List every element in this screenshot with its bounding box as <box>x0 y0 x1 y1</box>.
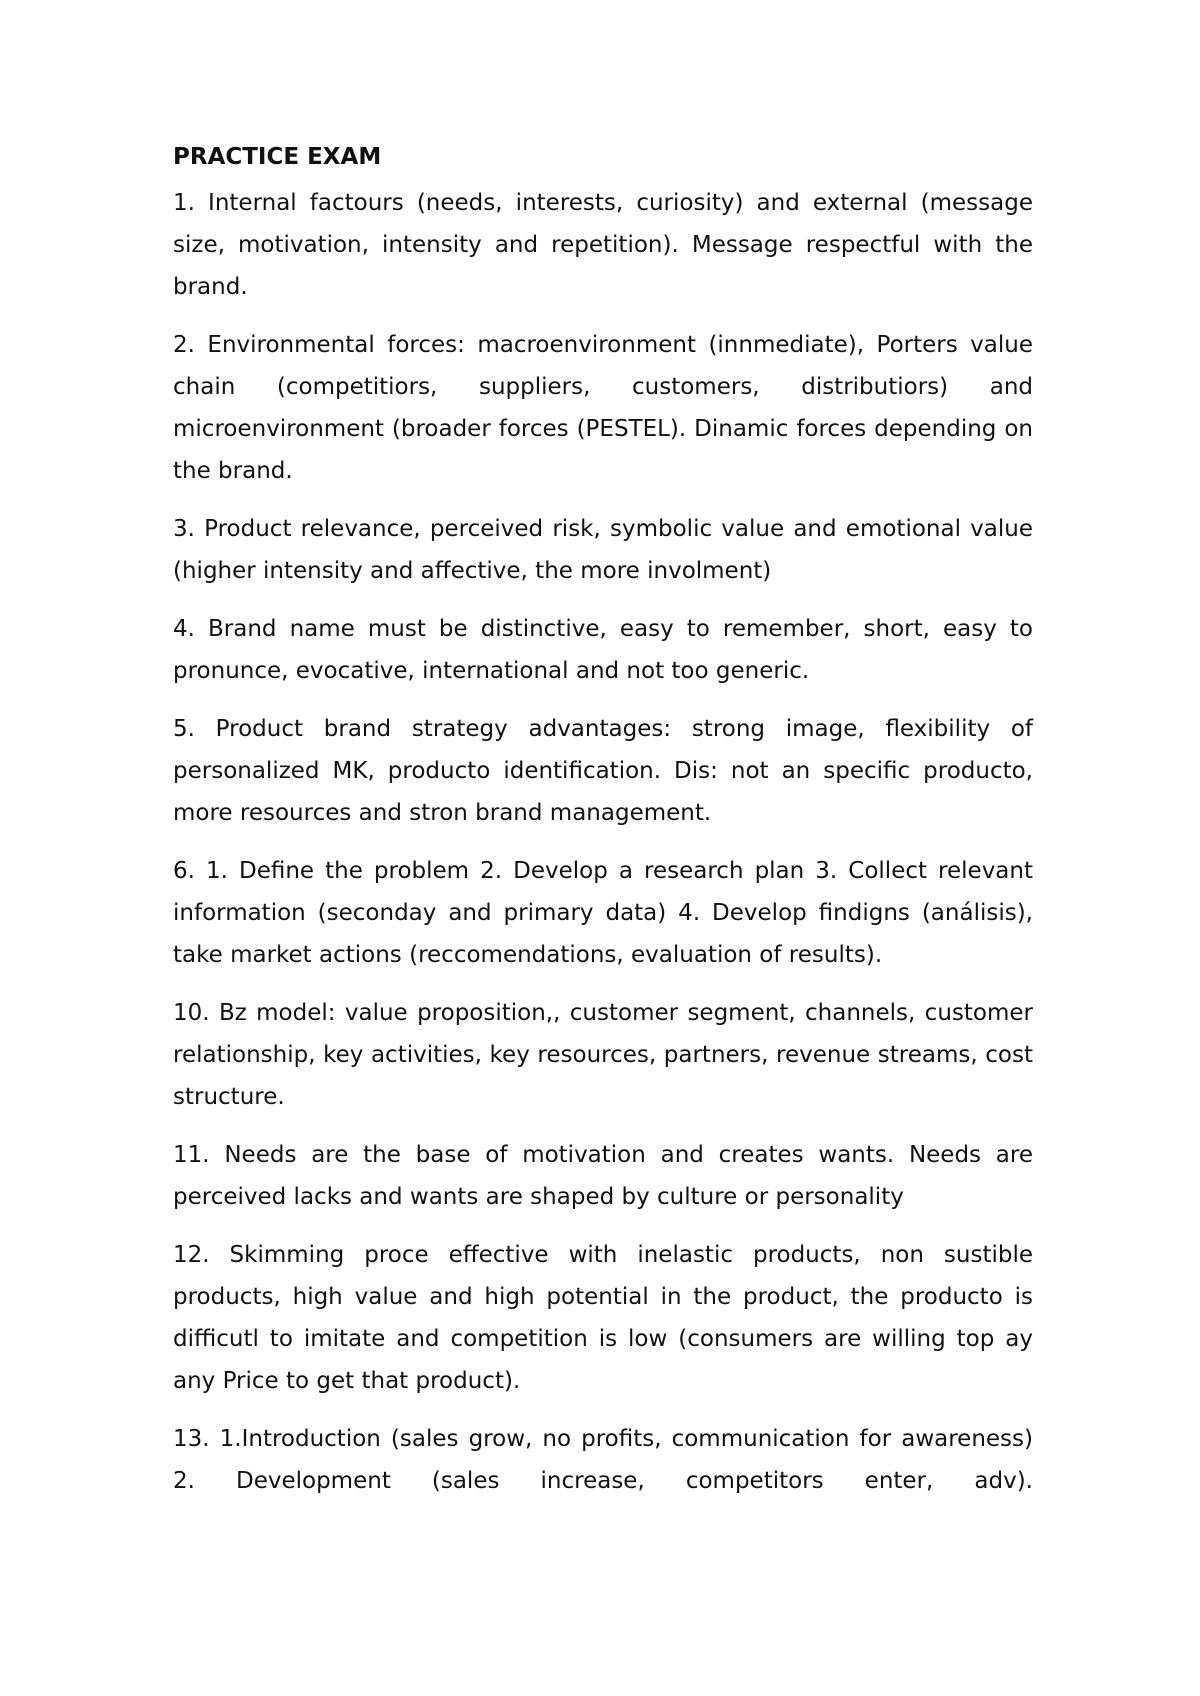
paragraph-4: 4. Brand name must be distinctive, easy to remember, short, easy to pronunce, evocative, international and not too generic. <box>173 616 1033 684</box>
paragraph-10: 10. Bz model: value proposition,, customer segment, channels, customer relationship, key activities, key resources, partners, revenue streams, cost structure. <box>173 1000 1033 1110</box>
paragraph-3: 3. Product relevance, perceived risk, symbolic value and emotional value (higher intensity and affective, the more involment) <box>173 516 1033 584</box>
paragraph-11: 11. Needs are the base of motivation and creates wants. Needs are perceived lacks and wants are shaped by culture or personality <box>173 1142 1033 1210</box>
paragraph-2: 2. Environmental forces: macroenvironment (innmediate), Porters value chain (competitiors, suppliers, customers, distributiors) and microenvironment (broader forces (PESTEL). Dinamic forces depending on the brand. <box>173 332 1033 484</box>
paragraph-6: 6. 1. Define the problem 2. Develop a research plan 3. Collect relevant information (seconday and primary data) 4. Develop findigns (análisis), take market actions (reccomendations, evaluation of results). <box>173 858 1033 968</box>
paragraph-1: 1. Internal factours (needs, interests, curiosity) and external (message size, motivation, intensity and repetition). Message respectful with the brand. <box>173 190 1033 300</box>
paragraph-5: 5. Product brand strategy advantages: strong image, flexibility of personalized MK, producto identification. Dis: not an specific producto, more resources and stron brand management. <box>173 716 1033 826</box>
paragraph-12: 12. Skimming proce effective with inelastic products, non sustible products, high value and high potential in the product, the producto is difficutl to imitate and competition is low (consumers are willing top ay any Price to get that product). <box>173 1242 1033 1394</box>
document-title: PRACTICE EXAM <box>173 144 382 170</box>
paragraph-13: 13. 1.Introduction (sales grow, no profits, communication for awareness) 2. Development (sales increase, competitors enter, adv). <box>173 1426 1033 1494</box>
